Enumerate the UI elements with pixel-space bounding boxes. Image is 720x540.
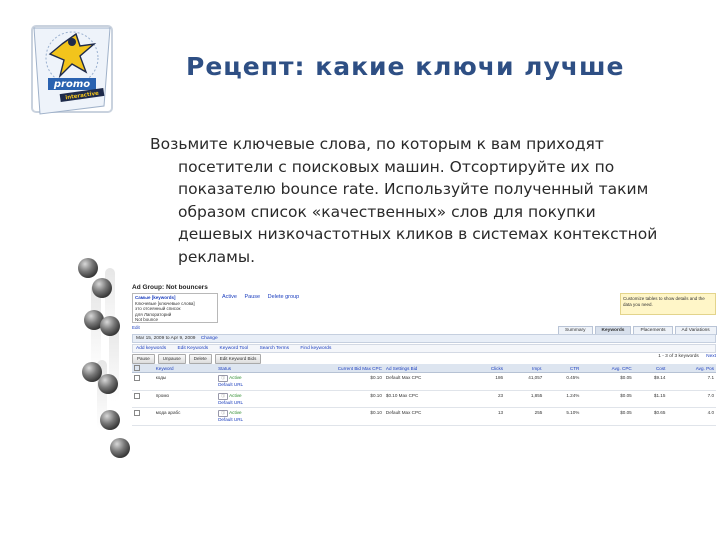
avg-cpc-cell: $0.05 <box>581 408 633 426</box>
status-active-link[interactable]: Active <box>222 294 237 300</box>
column-header[interactable]: Clicks <box>470 364 505 373</box>
avg-pos-cell: 4.0 <box>667 408 716 426</box>
column-header[interactable]: Avg. Pos <box>667 364 716 373</box>
select-all-checkbox[interactable] <box>134 365 140 371</box>
keyword-notes-header: Самые [keywords] <box>135 295 176 300</box>
date-range-bar <box>132 334 716 343</box>
bead-ornament <box>100 316 120 336</box>
impressions-cell: 1,855 <box>505 390 544 408</box>
row-checkbox[interactable] <box>134 375 140 381</box>
logo-subword: interactive <box>65 90 100 102</box>
status-icon: ⓘ <box>218 393 228 400</box>
bid-cell[interactable]: $0.10 <box>279 408 384 426</box>
keyword-cell[interactable]: промо <box>154 390 216 408</box>
customize-tip: Customize tables to show details and the data you need. <box>620 293 716 315</box>
bead-ornament <box>110 438 130 458</box>
avg-cpc-cell: $0.05 <box>581 390 633 408</box>
tab-ad-variations[interactable]: Ad Variations <box>675 326 717 335</box>
keyword-cell[interactable]: мода арабс <box>154 408 216 426</box>
column-header[interactable]: Impr. <box>505 364 544 373</box>
edit-keywords-link[interactable]: Edit Keywords <box>177 346 209 351</box>
delete-group-link[interactable]: Delete group <box>267 294 300 300</box>
ad-group-links <box>222 294 305 300</box>
slide-body-line: посетители с поисковых машин. Отсортируйте их по <box>178 157 615 176</box>
clicks-cell: 23 <box>470 390 505 408</box>
status-label: Active <box>229 410 242 415</box>
bid-cell[interactable]: $0.10 <box>279 373 384 391</box>
bead-ornament <box>78 258 98 278</box>
clicks-cell: 186 <box>470 373 505 391</box>
avg-pos-cell: 7.1 <box>667 373 716 391</box>
tab-keywords[interactable]: Keywords <box>595 326 632 335</box>
table-row <box>132 373 716 391</box>
status-label: Active <box>229 375 242 380</box>
row-checkbox[interactable] <box>134 393 140 399</box>
cost-cell: $9.14 <box>634 373 668 391</box>
status-cell <box>216 390 279 408</box>
cost-cell: $0.65 <box>634 408 668 426</box>
bead-ornament <box>98 374 118 394</box>
setting-cell[interactable]: Default Max CPC <box>384 408 470 426</box>
change-date-link[interactable]: Change <box>200 336 218 341</box>
column-header[interactable]: CTR <box>544 364 581 373</box>
row-checkbox[interactable] <box>134 410 140 416</box>
bead-ornament <box>92 278 112 298</box>
setting-cell[interactable]: Default Max CPC <box>384 373 470 391</box>
impressions-cell: 41,057 <box>505 373 544 391</box>
slide-body-line: показателю bounce rate. Используйте полученный таким <box>178 180 649 198</box>
status-cell <box>216 373 279 391</box>
delete-button[interactable]: Delete <box>189 354 212 364</box>
avg-pos-cell: 7.0 <box>667 390 716 408</box>
tab-summary[interactable]: Summary <box>558 326 593 335</box>
setting-cell[interactable]: $0.10 Max CPC <box>384 390 470 408</box>
bid-cell[interactable]: $0.10 <box>279 390 384 408</box>
avg-cpc-cell: $0.05 <box>581 373 633 391</box>
keyword-notes-line: Not bounce <box>135 317 159 322</box>
pause-group-link[interactable]: Pause <box>244 294 261 300</box>
column-header[interactable]: Current Bid Max CPC <box>279 364 384 373</box>
keyword-notes-line: Ключевые [ключевые слова] <box>135 300 195 306</box>
table-row <box>132 408 716 426</box>
keyword-notes-line: для Лапораторий <box>135 311 172 317</box>
column-header[interactable]: Ad Settings Bid <box>384 364 470 373</box>
ad-group-title: Ad Group: Not bouncers <box>132 284 208 291</box>
column-header[interactable]: Cost <box>634 364 668 373</box>
adwords-screenshot <box>130 284 720 444</box>
pause-button[interactable]: Pause <box>132 354 155 364</box>
paging <box>652 354 716 359</box>
column-header[interactable]: Avg. CPC <box>581 364 633 373</box>
table-header-row <box>132 364 716 373</box>
promo-interactive-logo <box>14 6 124 126</box>
destination-url[interactable]: Default URL <box>218 399 244 405</box>
unpause-button[interactable]: Unpause <box>158 354 186 364</box>
date-range-text: Mar 15, 2009 to Apr 9, 2009 <box>136 336 196 341</box>
impressions-cell: 255 <box>505 408 544 426</box>
column-header[interactable]: Status <box>216 364 279 373</box>
select-all-header[interactable] <box>132 364 154 373</box>
clicks-cell: 13 <box>470 408 505 426</box>
edit-link[interactable]: Edit <box>132 325 140 330</box>
destination-url[interactable]: Default URL <box>218 382 244 387</box>
destination-url[interactable]: Default URL <box>218 417 244 422</box>
keyword-tool-link[interactable]: Keyword Tool <box>219 346 249 351</box>
search-terms-link[interactable]: Search Terms <box>259 346 290 351</box>
slide-title: Рецепт: какие ключи лучше <box>186 52 625 81</box>
paging-range: 1 - 3 of 3 keywords <box>658 354 699 359</box>
slide-body-line: рекламы. <box>178 247 256 266</box>
status-icon: ⓘ <box>218 410 228 417</box>
ctr-cell: 1.24% <box>544 390 581 408</box>
status-label: Active <box>229 392 242 398</box>
slide-body <box>150 133 690 268</box>
status-icon: ⓘ <box>218 375 228 382</box>
keyword-toolbar <box>132 344 716 353</box>
table-row <box>132 390 716 408</box>
slide-body-line: образом список «качественных» слов для покупки <box>178 202 596 221</box>
add-keywords-link[interactable]: Add keywords <box>136 346 167 351</box>
keyword-notes-line: это отсеянный список <box>135 306 181 311</box>
find-keywords-link[interactable]: Find keywords <box>300 346 332 351</box>
status-cell <box>216 408 279 426</box>
slide-body-line: дешевых низкочастотных кликов в системах контекстной <box>178 225 658 243</box>
next-page-link[interactable]: Next <box>706 354 716 359</box>
action-buttons <box>132 354 261 364</box>
logo-wordmark: promo <box>53 79 91 90</box>
column-header[interactable]: Keyword <box>154 364 216 373</box>
edit-bids-button[interactable]: Edit Keyword Bids <box>215 354 262 364</box>
keyword-notes-box <box>132 293 218 323</box>
bead-ornament <box>100 410 120 430</box>
ctr-cell: 5.10% <box>544 408 581 426</box>
ctr-cell: 0.45% <box>544 373 581 391</box>
slide-body-line: Возьмите ключевые слова, по которым к вам приходят <box>150 135 604 153</box>
keywords-table <box>132 364 716 426</box>
cost-cell: $1.15 <box>634 390 668 408</box>
tab-placements[interactable]: Placements <box>633 326 672 335</box>
keyword-cell[interactable]: коды <box>154 373 216 391</box>
